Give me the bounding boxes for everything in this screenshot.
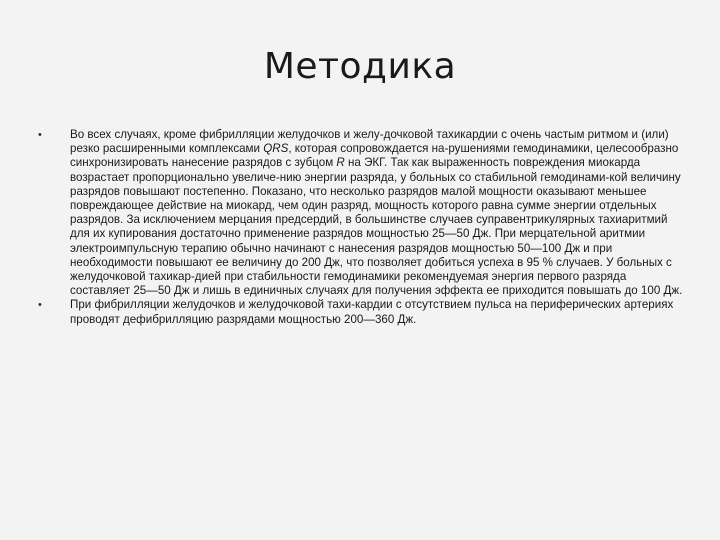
bullet-marker: •: [38, 299, 42, 312]
slide-title: Методика: [263, 46, 457, 87]
r-wave-term: R: [336, 156, 345, 170]
bullet-text-part: Во всех случаях, кроме фибрилляции желудочков и желу-дочковой тахикардии с очень частым ритмом и (или) резко расширенными комплексами: [70, 128, 669, 156]
bullet-text-part: , которая сопровождается на-рушениями гемодинамики, целесообразно синхронизировать нанесение разрядов с зубцом: [70, 142, 679, 170]
qrs-term: QRS: [263, 142, 289, 156]
bullet-item-1: [38, 128, 688, 298]
bullet-marker: •: [38, 129, 42, 141]
bullet-text: При фибрилляции желудочков и желудочковой тахи-кардии с отсутствием пульса на периферических артериях проводят дефибрилляцию разрядами мощностью 200—360 Дж.: [70, 298, 674, 326]
bullet-text-part: на ЭКГ. Так как выраженность повреждения миокарда возрастает пропорционально увеличе-нию энергии разряда, у больных со стабильной гемодинами-кой величину разрядов повышают постепенно. Показано, что несколько разрядов малой мощности оказывают меньшее повреждающее действие на миокард, чем один разряд, мощность которого равна сумме энергии отдельных разрядов. За исключением мерцания предсердий, в большинстве случаев суправентрикулярных тахиаритмий для их купирования достаточно применение разрядов мощностью 25—50 Дж. При мерцательной аритмии электроимпульсную терапию обычно начинают с нанесения разрядов мощностью 50—100 Дж и при необходимости повышают ее величину до 200 Дж, что позволяет добиться успеха в 95 % случаев. У больных с желудочковой тахикар-дией при стабильности гемодинамики рекомендуемая энергия первого разряда составляет 25—50 Дж и лишь в единичных случаях для получения эффекта ее приходится повышать до 100 Дж.: [70, 156, 683, 298]
bullet-list: [38, 128, 688, 327]
bullet-item-2: [38, 298, 688, 326]
